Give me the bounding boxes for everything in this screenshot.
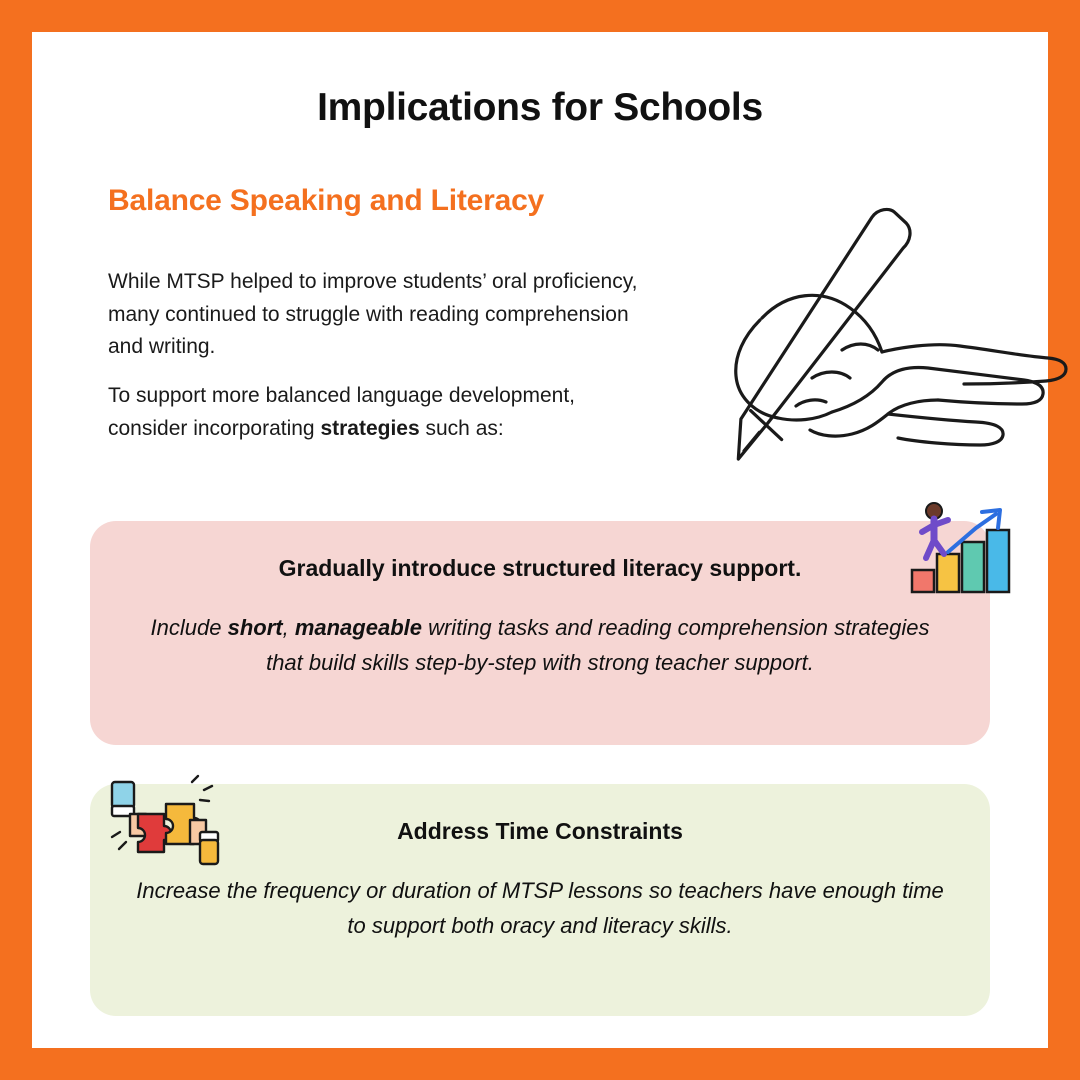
body-paragraph-1: While MTSP helped to improve students’ oral proficiency, many continued to struggle with reading comprehension and writing.	[108, 270, 638, 359]
slide-canvas	[32, 32, 1048, 1048]
paragraph-2-emphasis: strategies	[320, 416, 420, 440]
card-body: Increase the frequency or duration of MTSP lessons so teachers have enough time to support both oracy and literacy skills.	[136, 878, 944, 939]
body-paragraph-2	[108, 380, 638, 445]
card-time-constraints	[90, 784, 990, 1016]
card-title: Address Time Constraints	[397, 818, 683, 844]
growth-chart-icon	[904, 492, 1022, 610]
card-body-part: Include	[150, 615, 228, 640]
card-literacy-support	[90, 521, 990, 745]
section-heading: Balance Speaking and Literacy	[108, 184, 545, 217]
card-body	[136, 610, 944, 680]
paragraph-2-tail: such as:	[419, 416, 504, 440]
page-title: Implications for Schools	[317, 86, 763, 129]
puzzle-hands-icon	[108, 774, 220, 872]
paragraph-2-lead: To support more balanced language development, consider incorporating	[108, 384, 575, 440]
hand-writing-pen-icon	[692, 200, 1080, 490]
card-body-part: writing tasks and reading comprehension strategies that build skills step-by-step with strong teacher support.	[266, 615, 930, 676]
card-body-part-bold: manageable	[294, 615, 422, 640]
card-body-part-bold: short	[227, 615, 283, 640]
card-title: Gradually introduce structured literacy support.	[278, 555, 802, 581]
card-body-part: ,	[282, 615, 295, 640]
